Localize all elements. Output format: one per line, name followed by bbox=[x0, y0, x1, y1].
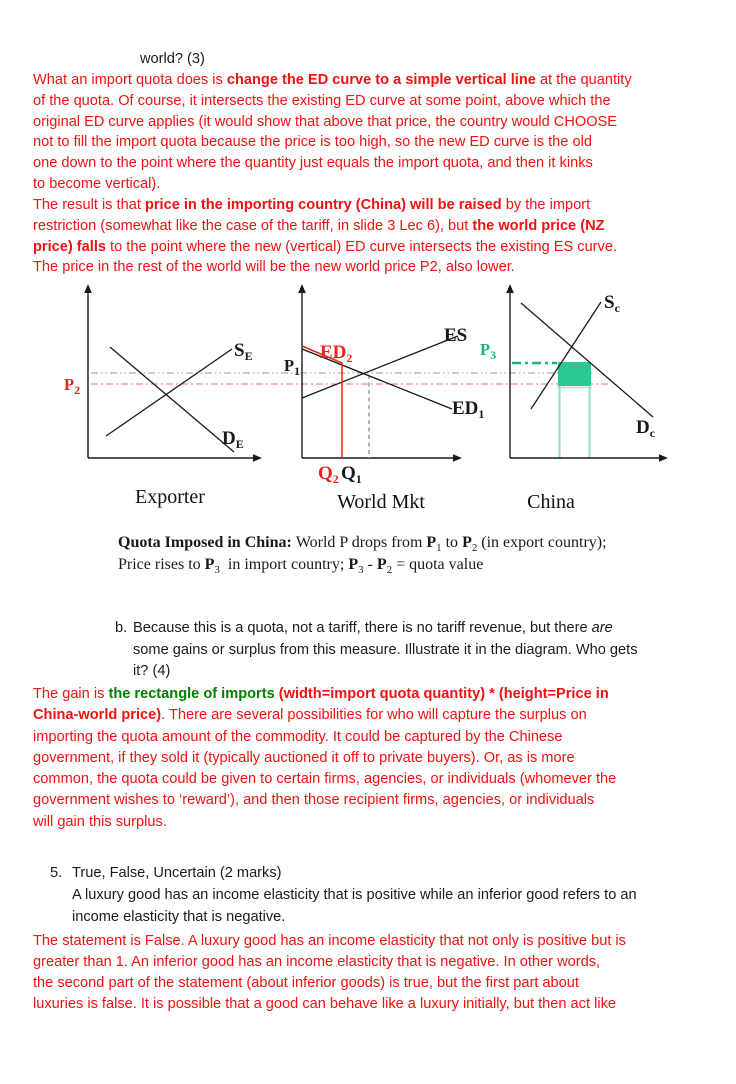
text-run: restriction (somewhat like the case of the tariff, in slide 3 Lec 6), but bbox=[33, 217, 473, 234]
text-line bbox=[133, 661, 638, 683]
text-run: Quota Imposed in China: bbox=[118, 534, 296, 551]
text-line bbox=[72, 862, 637, 884]
es-label: ES bbox=[444, 325, 468, 346]
text-run: common, the quota could be given to certain firms, agencies, or individuals (whomever the bbox=[33, 771, 617, 788]
text-run: (width=import quota quantity) * (height=Price in bbox=[278, 686, 609, 702]
text-run: the rectangle of imports bbox=[108, 686, 279, 702]
text-run: 3 bbox=[358, 564, 364, 577]
text-run: The gain is bbox=[33, 686, 109, 702]
text-run: the world price (NZ bbox=[472, 217, 605, 234]
text-run: the second part of the statement (about inferior goods) is true, but the first part about bbox=[33, 975, 579, 991]
exporter-caption: Exporter bbox=[135, 486, 205, 508]
text-run: 3 bbox=[214, 564, 220, 577]
text-run: The statement is False. A luxury good has an income elasticity that not only is positive but is bbox=[33, 933, 626, 949]
answer-paragraph-false-statement bbox=[33, 931, 717, 1015]
text-run: True, False, Uncertain (2 marks) bbox=[72, 865, 282, 881]
question-item-b bbox=[133, 618, 638, 683]
demand-china-label: $D_c$ bbox=[636, 417, 656, 440]
text-run: by the import bbox=[501, 197, 591, 213]
text-run: are bbox=[591, 620, 613, 636]
exporter-y-arrow bbox=[84, 284, 92, 293]
p3-label: $P_3$ bbox=[480, 340, 497, 362]
text-run: government, if they sold it (typically auctioned it off to private buyers). Or, as is more bbox=[33, 749, 575, 766]
text-line bbox=[72, 906, 637, 928]
text-run: 2 bbox=[386, 564, 393, 577]
world-market-diagram bbox=[284, 284, 484, 513]
text-line bbox=[33, 952, 717, 973]
text-run: in import country; bbox=[219, 556, 349, 573]
text-run: to bbox=[441, 534, 463, 551]
text-run: to become vertical). bbox=[33, 175, 161, 192]
answer-paragraph-gain bbox=[33, 684, 713, 833]
q2-label: $Q_2$ bbox=[318, 463, 339, 486]
text-run: luxuries is false. It is possible that a good can behave like a luxury initially, but then act like bbox=[33, 996, 616, 1012]
question-item-5 bbox=[72, 862, 637, 928]
exporter-supply-curve bbox=[106, 349, 232, 436]
text-run: 2 bbox=[471, 542, 478, 555]
text-line bbox=[33, 748, 713, 769]
text-run: (in export country); bbox=[477, 534, 607, 551]
text-run: government wishes to ‘reward’), and then those recipient firms, agencies, or individuals bbox=[33, 792, 595, 809]
text-run: World P drops from bbox=[295, 534, 427, 551]
figure-caption bbox=[118, 532, 607, 576]
text-run: A luxury good has an income elasticity that is positive while an inferior good refers to an bbox=[72, 887, 637, 903]
text-run: importing the quota amount of the commodity. It could be captured by the Chinese bbox=[33, 728, 563, 745]
text-run: Price rises to bbox=[118, 556, 205, 573]
text-run: income elasticity that is negative. bbox=[72, 909, 286, 925]
text-run: = quota value bbox=[392, 556, 484, 573]
text-line bbox=[72, 884, 637, 906]
list-marker-b: b. bbox=[115, 620, 128, 636]
text-run: price in the importing country (China) will be raised bbox=[144, 197, 502, 213]
text-line bbox=[33, 790, 713, 811]
text-run: P bbox=[348, 556, 359, 573]
text-run: The price in the rest of the world will be the new world price P2, also lower. bbox=[33, 259, 515, 276]
q1-label: $Q_1$ bbox=[341, 463, 362, 486]
demand-exporter-label: $D_E$ bbox=[222, 428, 244, 451]
text-line bbox=[118, 532, 607, 554]
text-line bbox=[133, 618, 638, 640]
supply-exporter-label: $S_E$ bbox=[234, 340, 253, 363]
text-line bbox=[118, 554, 607, 576]
china-diagram bbox=[480, 284, 668, 513]
text-run: of the quota. Of course, it intersects the existing ED curve at some point, above which the bbox=[33, 92, 611, 109]
exporter-demand-curve bbox=[110, 347, 234, 452]
text-line bbox=[33, 705, 713, 726]
exporter-x-arrow bbox=[253, 454, 262, 462]
text-run: P bbox=[426, 534, 437, 551]
text-run: world? (3) bbox=[140, 51, 205, 67]
text-line bbox=[33, 973, 717, 994]
text-line bbox=[33, 994, 717, 1015]
china-x-arrow bbox=[659, 454, 668, 462]
china-demand-curve bbox=[521, 303, 653, 417]
text-run: price) falls bbox=[33, 238, 106, 255]
ed1-label: $ED_1$ bbox=[452, 398, 485, 421]
text-run: original ED curve applies (it would show that above that price, the country would CHOOSE bbox=[33, 113, 618, 130]
text-line bbox=[33, 812, 713, 833]
list-marker-5: 5. bbox=[50, 865, 63, 881]
text-run: P bbox=[462, 534, 472, 551]
text-line bbox=[33, 931, 717, 952]
text-run: P bbox=[204, 556, 215, 573]
text-run: it? (4) bbox=[133, 663, 171, 679]
text-run: change the ED curve to a simple vertical line bbox=[226, 72, 536, 88]
text-run: The result is that bbox=[33, 197, 145, 213]
text-run: one down to the point where the quantity just equals the import quota, and then it kinks bbox=[33, 155, 593, 172]
text-run: What an import quota does is bbox=[33, 72, 227, 88]
world-x-arrow bbox=[453, 454, 462, 462]
text-run: greater than 1. An inferior good has an income elasticity that is negative. In other words, bbox=[33, 954, 601, 970]
text-line bbox=[133, 640, 638, 662]
supply-china-label: $S_c$ bbox=[604, 292, 620, 315]
text-run: at the quantity bbox=[535, 72, 632, 88]
text-run: China-world price) bbox=[33, 707, 162, 724]
text-run: not to fill the import quota because the price is too high, so the new ED curve is the old bbox=[33, 134, 592, 151]
text-run: to the point where the new (vertical) ED curve intersects the existing ES curve. bbox=[106, 238, 618, 255]
china-y-arrow bbox=[506, 284, 514, 293]
text-line bbox=[33, 684, 713, 705]
text-run: - bbox=[363, 556, 377, 573]
text-line bbox=[33, 769, 713, 790]
text-run: . There are several possibilities for who will capture the surplus on bbox=[161, 707, 587, 724]
text-run: P bbox=[376, 556, 387, 573]
china-caption: China bbox=[527, 491, 575, 513]
text-run: 1 bbox=[436, 542, 442, 555]
text-run: some gains or surplus from this measure. Illustrate it in the diagram. Who gets bbox=[133, 641, 638, 658]
p2-label: $P_2$ bbox=[64, 375, 81, 397]
p1-label: $P_1$ bbox=[284, 356, 301, 378]
exporter-diagram bbox=[64, 284, 262, 508]
ed2-label: $ED_2$ bbox=[320, 342, 353, 365]
world-y-arrow bbox=[298, 284, 306, 293]
world-mkt-caption: World Mkt bbox=[337, 491, 425, 513]
text-run: will gain this surplus. bbox=[33, 813, 167, 830]
text-run: Because this is a quota, not a tariff, there is no tariff revenue, but there bbox=[133, 620, 592, 636]
text-line bbox=[33, 727, 713, 748]
